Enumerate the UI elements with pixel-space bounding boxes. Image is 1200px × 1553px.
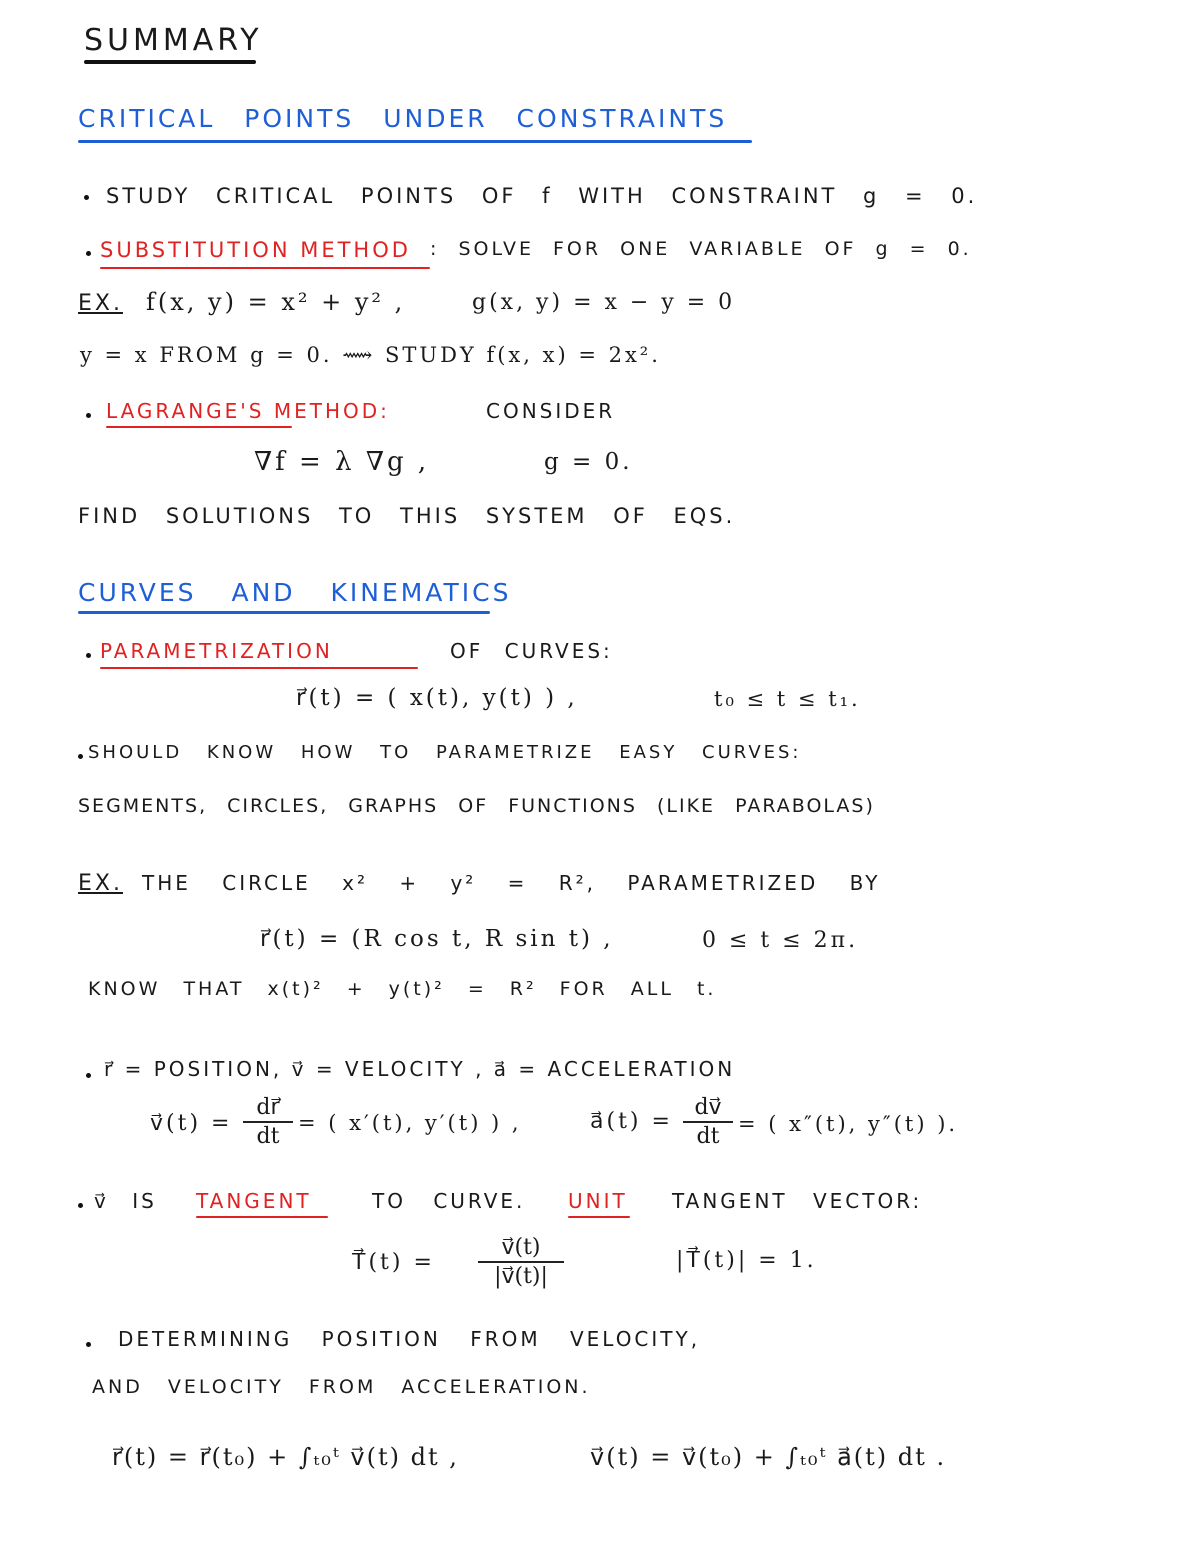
parametrization-underline: [100, 667, 418, 669]
circle-parametrization: r⃗(t) = (R cos t, R sin t) ,: [260, 926, 614, 952]
tangent-pre: v⃗ IS: [94, 1189, 157, 1213]
fraction-bar: [683, 1121, 733, 1123]
acceleration-rhs: = ( x″(t), y″(t) ).: [738, 1112, 959, 1136]
lagrange-constraint: g = 0.: [544, 449, 633, 475]
fraction-bar: [478, 1261, 564, 1263]
unit-tangent-numerator: v⃗(t): [501, 1235, 541, 1260]
should-know-text: SHOULD KNOW HOW TO PARAMETRIZE EASY CURVES:: [88, 742, 802, 763]
velocity-rhs: = ( x′(t), y′(t) ) ,: [298, 1111, 522, 1135]
unit-tangent-norm: |T⃗(t)| = 1.: [676, 1248, 817, 1273]
unit-tangent-fraction: [478, 1236, 564, 1288]
tangent-to-curve: TO CURVE.: [372, 1189, 526, 1213]
substitution-description: : SOLVE FOR ONE VARIABLE OF g = 0.: [430, 238, 972, 260]
section-heading-curves-kinematics: CURVES AND KINEMATICS: [78, 578, 512, 607]
bullet: [84, 195, 89, 200]
unit-label: UNIT: [568, 1189, 628, 1213]
bullet: [86, 251, 91, 256]
lagrange-underline: [106, 426, 292, 428]
parametrization-equation: r⃗(t) = ( x(t), y(t) ) ,: [296, 685, 578, 711]
velocity-denominator: dt: [256, 1123, 280, 1149]
tangent-label: TANGENT: [196, 1189, 312, 1213]
unit-tangent-denominator: |v⃗(t)|: [494, 1263, 548, 1289]
example-label: EX.: [78, 291, 123, 316]
lagrange-equation: ∇f = λ ∇g ,: [254, 447, 430, 477]
unit-tangent-lhs: T⃗(t) =: [352, 1250, 435, 1275]
determining-velocity-text: AND VELOCITY FROM ACCELERATION.: [92, 1376, 591, 1398]
lagrange-consider: CONSIDER: [486, 399, 616, 423]
curve-types-text: SEGMENTS, CIRCLES, GRAPHS OF FUNCTIONS (LIKE PARABOLAS): [78, 795, 875, 817]
circle-example-text: THE CIRCLE x² + y² = R², PARAMETRIZED BY: [142, 871, 881, 895]
heading-underline: [78, 611, 490, 614]
heading-underline: [78, 140, 752, 143]
substitution-underline: [100, 267, 430, 269]
acceleration-denominator: dt: [696, 1123, 720, 1149]
bullet: [86, 413, 91, 418]
example-constraint: g(x, y) = x − y = 0: [472, 290, 736, 315]
acceleration-numerator: dv⃗: [694, 1095, 722, 1120]
parametrization-range: t₀ ≤ t ≤ t₁.: [714, 687, 861, 711]
bullet: [86, 1342, 91, 1347]
acceleration-fraction: [683, 1096, 733, 1148]
lagrange-method-label: LAGRANGE'S METHOD:: [106, 399, 390, 423]
example-substitution: y = x FROM g = 0. ⟿ STUDY f(x, x) = 2x².: [80, 343, 661, 367]
bullet: [78, 754, 83, 759]
unit-underline: [568, 1216, 630, 1218]
find-solutions-text: FIND SOLUTIONS TO THIS SYSTEM OF EQS.: [78, 504, 736, 528]
position-integral: r⃗(t) = r⃗(t₀) + ∫ₜ₀ᵗ v⃗(t) dt ,: [112, 1443, 459, 1471]
kinematic-definitions: r⃗ = POSITION, v⃗ = VELOCITY , a⃗ = ACCELERATION: [104, 1057, 736, 1081]
acceleration-lhs: a⃗(t) =: [590, 1109, 673, 1134]
unit-tangent-vector: TANGENT VECTOR:: [672, 1189, 923, 1213]
velocity-lhs: v⃗(t) =: [150, 1111, 233, 1136]
velocity-numerator: dr⃗: [256, 1095, 280, 1120]
velocity-integral: v⃗(t) = v⃗(t₀) + ∫ₜ₀ᵗ a⃗(t) dt .: [590, 1443, 947, 1471]
bullet: [86, 653, 91, 658]
constraint-statement: STUDY CRITICAL POINTS OF f WITH CONSTRAINT g = 0.: [106, 184, 978, 208]
example-function: f(x, y) = x² + y² ,: [146, 288, 406, 316]
tangent-underline: [196, 1216, 328, 1218]
parametrization-text: OF CURVES:: [450, 639, 613, 663]
page-title: SUMMARY: [84, 23, 263, 58]
section-heading-critical-points: CRITICAL POINTS UNDER CONSTRAINTS: [78, 104, 728, 133]
fraction-bar: [243, 1121, 293, 1123]
circle-identity: KNOW THAT x(t)² + y(t)² = R² FOR ALL t.: [88, 978, 717, 1000]
circle-range: 0 ≤ t ≤ 2π.: [702, 928, 859, 953]
bullet: [86, 1073, 91, 1078]
bullet: [78, 1203, 83, 1208]
substitution-method-label: SUBSTITUTION METHOD: [100, 238, 411, 262]
velocity-fraction: [243, 1096, 293, 1148]
title-underline: [84, 60, 256, 64]
determining-position-text: DETERMINING POSITION FROM VELOCITY,: [118, 1327, 701, 1351]
parametrization-label: PARAMETRIZATION: [100, 639, 333, 663]
example-label: EX.: [78, 871, 123, 896]
